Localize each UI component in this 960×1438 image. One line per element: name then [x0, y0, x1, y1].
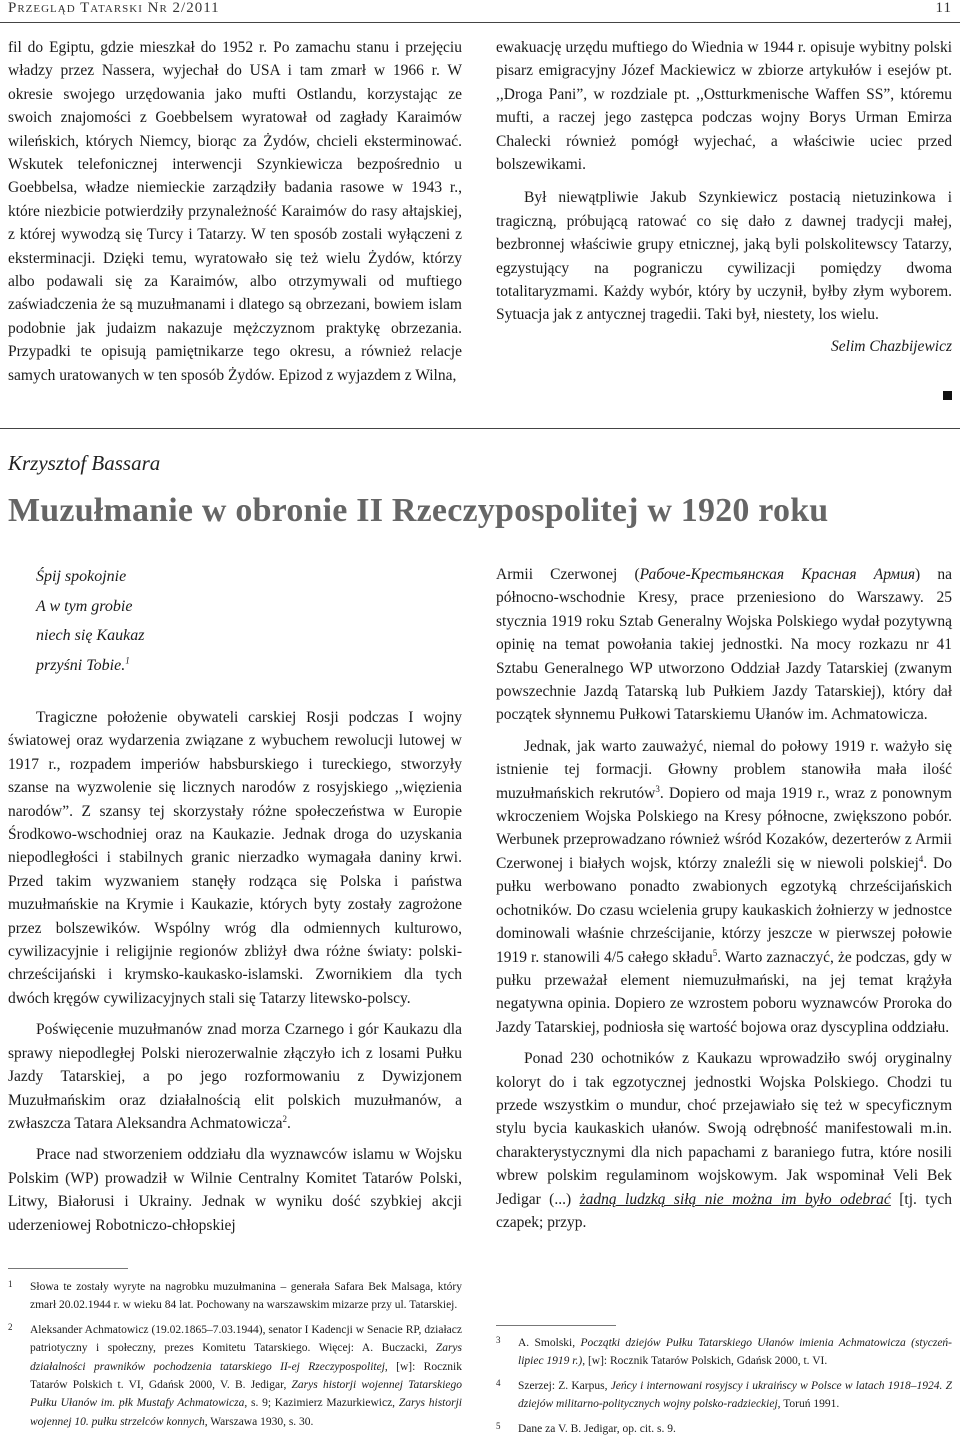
- footnote-number: 1: [8, 1279, 13, 1289]
- article-paragraph: Armii Czerwonej (Рабоче-Крестьянская Красная Армия) na północno-wschodnie Kresy, prace przeniesiono do Warszawy. 25 stycznia 1919 roku Sztab Generalny Wojska Polskiego wydał pozytywną opinię na temat powołania takiej jednostki. Na mocy rozkazu nr 41 Sztabu Generalnego WP utworzono Oddział Jazdy Tatarskiej (zwanym powszechnie Jazdą Tatarską lub Pułkiem Jazdy Tatarskiej), który dał początek słynnemu Pułkowi Tatarskiemu Ułanów im. Achmatowicza.: [496, 566, 953, 724]
- footnote-number: 2: [8, 1321, 13, 1332]
- russian-army-name: Рабоче-Крестьянская Красная Армия: [639, 566, 916, 583]
- footnote-rule: [496, 1325, 616, 1326]
- poem-line: Śpij spokojnie: [36, 568, 127, 585]
- footnote-number: 3: [496, 1335, 501, 1345]
- footnote: 4 Szerzej: Z. Karpus, Jeńcy i internowani rosyjscy i ukraińscy w Polsce w latach 1918–1924. Z dziejów militarno-politycznych wojny polsko-radzieckiej, Toruń 1991.: [496, 1377, 952, 1414]
- footnote: 5 Dane za V. B. Jedigar, op. cit. s. 9.: [496, 1420, 952, 1438]
- end-of-article-mark: [943, 391, 952, 400]
- footnotes-left: [8, 1278, 462, 1437]
- prev-article-paragraph: ewakuację urzędu muftiego do Wiednia w 1944 r. opisuje wybitny polski pisarz emigracyjny Józef Mackiewicz w zbiorze artykułów i esejów pt. ,,Droga Pani”, w rozdziale pt. ,,Ostturkmenische Waffen SS”, któremu mufti, a raczej jego zastępca podczas wojny Borys Urman Emirza Chalecki również pomógł wyjechać, a właściwie uciec przed bolszewikami.: [496, 39, 952, 174]
- journal-title: Przegląd Tatarski Nr 2/2011: [8, 0, 220, 16]
- poem-line: przyśni Tobie.: [36, 656, 126, 674]
- footnote-ref: 2: [282, 1113, 287, 1124]
- article-right-column: [496, 563, 952, 1242]
- footnote: 1 Słowa te zostały wyryte na nagrobku muzułmanina – generała Safara Bek Malsaga, który zmarł 20.02.1944 r. w wieku 84 lat. Pochowany na warszawskim mizarze przy ul. Tatarskiej.: [8, 1278, 462, 1315]
- header-rule: [0, 22, 960, 23]
- epigraph-poem: [36, 562, 144, 680]
- article-author: Krzysztof Bassara: [8, 451, 161, 475]
- footnote-ref: 4: [918, 853, 924, 864]
- prev-article-left-column: [8, 36, 462, 387]
- article-paragraph: Ponad 230 ochotników z Kaukazu wprowadziło swój oryginalny koloryt do i tak egzotycznej jednostki Wojska Polskiego. Chodzi tu przede wszystkim o mundur, choć przejawiało się też w specyficznym stylu bycia kaukaskich ułanów. Swoją odrębność manifestowali m.in. charakterystycznymi dla nich papachami z baraniego futra, które nosili wbrew polskim regulaminom wojskowym. Jak wspominał Veli Bek Jedigar (...) żadną ludzką siłą nie można im było odebrać [tj. tych czapek; przyp.: [496, 1050, 952, 1231]
- poem-line: niech się Kaukaz: [36, 627, 145, 644]
- section-rule: [0, 428, 960, 429]
- prev-article-paragraph: Był niewątpliwie Jakub Szynkiewicz postacią nietuzinkowa i tragiczną, próbującą ratować co się dało z dawnej tradycji małej, bezbronnej właściwie grupy etnicznej, jaką byli polskolitewscy Tatarzy, egzystujący na pograniczu cywilizacji pomiędzy dwoma totalitaryzmami. Każdy wybór, który by uczynił, byłby złym wyborem. Sytuacja jak z antycznej tragedii. Taki był, niestety, los wielu.: [496, 189, 952, 324]
- article-paragraph: Jednak, jak warto zauważyć, niemal do połowy 1919 r. ważyło się istnienie tej formacji. Głowny problem stanowiła mała ilość muzułmańskich rekrutów$^3$. Dopiero od maja 1919 r., wraz z ponownym wkroczeniem Wojska Polskiego na Kresy północne, zwiększono pobór. Werbunek przeprowadzano również wśród Kozaków, dezerterów z Armii Czerwonej i białych wojsk, którzy znaleźli się w niewoli polskiej$^4$. Do pułku werbowano ponadto zwabionych egzotyką chrześcijańskich ochotników. Do czasu wcielenia grupy kaukaskich żołnierzy w jednostce dominowali właśnie chrześcijanie, którzy jeszcze w pierwszej połowie 1919 r. stanowili 4/5 całego składu$^5$. Warto zaznaczyć, że podczas, gdy w pułku przeważał element niemuzułmański, na jej temat krążyła negatywna opinia. Dopiero ze wzrostem poboru wyznawców Proroka do Jazdy Tatarskiej, podniosła się wartość bojowa oraz dyscyplina oddziału.: [496, 737, 952, 1036]
- page-number: 11: [935, 0, 952, 16]
- footnote-ref: 3: [655, 783, 660, 794]
- footnotes-right: [496, 1334, 952, 1438]
- prev-article-right-column: [496, 36, 952, 358]
- footnote-number: 5: [496, 1420, 501, 1431]
- footnote: 3 A. Smolski, Początki dziejów Pułku Tatarskiego Ułanów imienia Achmatowicza (styczeń-lipiec 1919 r.), [w]: Rocznik Tatarów Polskich, Gdańsk 2000, t. VI.: [496, 1334, 952, 1371]
- signature: Selim Chazbijewicz: [831, 337, 952, 355]
- footnote-rule: [8, 1268, 128, 1269]
- footnote-ref: 5: [712, 947, 718, 958]
- quote: żadną ludzką siłą nie można im było odebrać: [579, 1190, 891, 1208]
- article-title: Muzułmanie w obronie II Rzeczypospolitej w 1920 roku: [8, 492, 829, 529]
- running-header: [8, 0, 952, 20]
- footnote-ref: 1: [125, 655, 130, 666]
- article-paragraph: Tragiczne położenie obywateli carskiej Rosji podczas I wojny światowej oraz wydarzenia związane z wybuchem rewolucji lutowej w 1917 r., rozpadem imperiów habsburskiego i tureckiego, stworzyły szanse na wyzwolenie się licznych narodów z rosyjskiego ,,więzienia narodów”. Z szansy tej skorzystały różne społeczeństwa w Europie Środkowo-wschodniej oraz na Kaukazie. Jednak droga do uzyskania niepodległości i stabilnych granic nierzadko wymagała daniny krwi. Przed takim wyzwaniem stanęły rodząca się Polska i państwa muzułmańskie na Krymie i Kaukazie, których byty zostały zagrożone przez bolszewików. Wspólny wróg dla odmiennych kulturowo, cywilizacyjnie i religijnie regionów zbliżył dwa różne światy: polski-chrześcijański i krymsko-kaukasko-islamski. Zwornikiem dla tych dwóch kręgów cywilizacyjnych stali się Tatarzy litewsko-polscy.: [8, 709, 462, 1007]
- article-paragraph: Poświęcenie muzułmanów znad morza Czarnego i gór Kaukazu dla sprawy niepodległej Polski nierozerwalnie złączyło ich z losami Pułku Jazdy Tatarskiej, a po jego rozformowaniu z Dywizjonem Muzułmańskim oraz działalnością elit polskich muzułmanów, a zwłaszcza Tatara Aleksandra Achmatowicza$^2$.: [8, 1021, 462, 1132]
- prev-article-paragraph: fil do Egiptu, gdzie mieszkał do 1952 r. Po zamachu stanu i przejęciu władzy przez Nassera, wyjechał do USA i tam zmarł w 1966 r. W okresie swojego urzędowania jako mufti Ostlandu, korzystając ze swoich znajomości z Goebbelsem wyratował od zagłady Karaimów wileńskich, których Niemcy, biorąc za Żydów, chcieli eksterminować. Wskutek telefonicznej interwencji Szynkiewicza bezpośrednio u Goebbelsa, władze niemieckie zarządziły badania rasowe w 1943 r., które niezbicie potwierdziły przynależność Karaimów do rasy ałtajskiej, z której wywodzą się Turcy i Tatarzy. W ten sposób zostali wyłączeni z eksterminacji. Dzięki temu, wyratowało się też wielu Żydów, którzy albo podawali się za Karaimów, albo otrzymywali od muftiego zaświadczenia że są muzułmanami i dlatego są obrzezani, bowiem islam podobnie jak judaizm nakazuje mężczyznom praktykę obrzezania. Przypadki te opisują pamiętnikarze tego okresu, a również relacje samych uratowanych w ten sposób Żydów. Epizod z wyjazdem z Wilna,: [8, 39, 462, 384]
- poem-line: A w tym grobie: [36, 597, 133, 615]
- footnote-number: 4: [496, 1377, 501, 1388]
- article-paragraph: Prace nad stworzeniem oddziału dla wyznawców islamu w Wojsku Polskim (WP) prowadził w Wilnie Centralny Komitet Tatarów Polski, Litwy, Białorusi i Ukrainy. Jednak w wyniku dość szybkiej akcji uderzeniowej Robotniczo-chłopskiej: [8, 1146, 462, 1234]
- footnote: 2 Aleksander Achmatowicz (19.02.1865–7.03.1944), senator I Kadencji w Senacie RP, działacz patriotyczny i społeczny, prezes Komitetu Tatarskiego. Więcej: A. Buczacki, Zarys działalności prawników pochodzenia tatarskiego II-ej Rzeczypospolitej, [w]: Rocznik Tatarów Polskich t. VI, Gdańsk 2000, V. B. Jedigar, Zarys historji wojennej Tatarskiego Pułku Ułanów im. płk Mustafy Achmatowicza, s. 9; Kazimierz Mazurkiewicz, Zarys historji wojennej 10. pułku strzelców konnych, Warszawa 1930, s. 30.: [8, 1321, 462, 1431]
- article-left-column: [8, 706, 462, 1245]
